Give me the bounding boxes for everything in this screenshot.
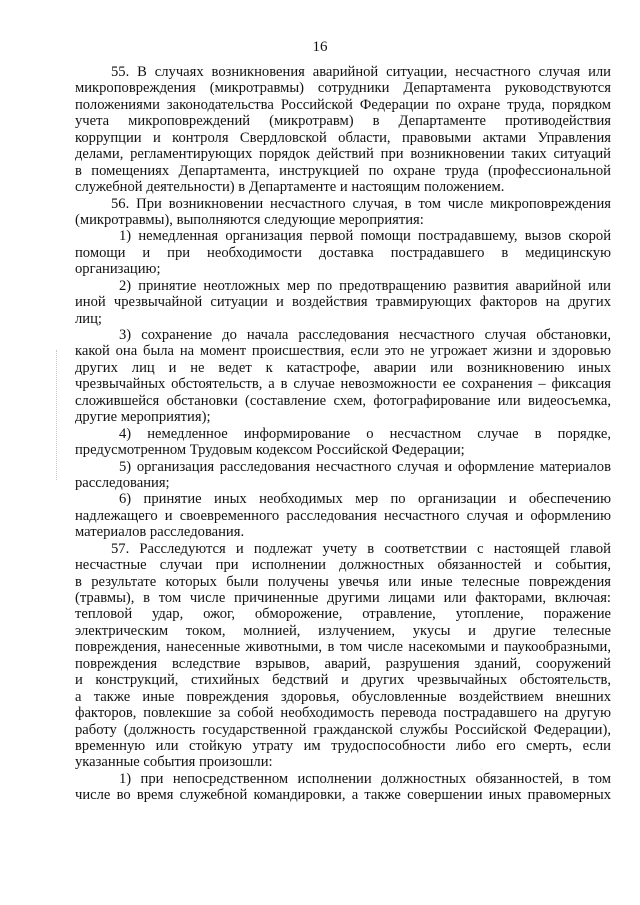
text-line: и конструкций, стихийных бедствий и других чрезвычайных обстоятельств, [75,672,611,689]
text-line: в помещениях Департамента, инструкцией по охране труда (профессиональной [75,162,611,179]
text-line: в результате которых были получены увечья или иные телесные повреждения [75,573,611,590]
text-line: микроповреждения (микротравмы) сотрудники Департамента руководствуются [75,80,611,97]
text-line: 4) немедленное информирование о несчастном случае в порядке, [119,425,611,442]
text-line: надлежащего и своевременного расследования несчастного случая и оформлению [75,507,611,524]
text-line: чрезвычайных обстоятельств, а в случае невозможности ее сохранения – фиксация [75,376,611,393]
text-line: электрическим током, молнией, излучением, укусы и другие телесные [75,622,611,639]
text-line: материалов расследования. [75,524,245,541]
text-line: других лиц и не ведет к катастрофе, аварии или возникновению иных [75,359,611,376]
text-line: лиц; [75,310,102,327]
text-line: работу (должность государственной гражданской службы Российской Федерации), [75,721,611,738]
text-line: другие мероприятия); [75,409,211,426]
page-number: 16 [312,39,328,55]
text-line: 56. При возникновении несчастного случая, в том числе микроповреждения [111,195,611,212]
text-line: (микротравмы), выполняются следующие мероприятия: [75,211,424,228]
text-line: временную или стойкую утрату им трудоспособности либо его смерть, если [75,737,611,754]
text-line: 3) сохранение до начала расследования несчастного случая обстановки, [119,327,611,343]
text-line: тепловой удар, ожог, обморожение, отравление, утопление, поражение [75,606,611,623]
text-line: факторов, повлекшие за собой необходимость перевода пострадавшего на другую [75,705,611,722]
text-line: (травмы), в том числе причиненные другими лицами или факторами, включая: [75,590,611,606]
text-line: коррупции и контроля Свердловской области, правовыми актами Управления [75,129,611,146]
text-line: какой она была на момент происшествия, если это не угрожает жизни и здоровью [75,343,611,360]
text-line: организацию; [75,261,161,278]
document-body [75,64,611,804]
text-line: делами, регламентирующих порядок действий при возникновении таких ситуаций [75,146,611,163]
text-line: учета микроповреждений (микротравм) в Департаменте противодействия [75,113,611,130]
text-line: 6) принятие иных необходимых мер по организации и обеспечению [119,491,611,508]
text-line: 2) принятие неотложных мер по предотвращению развития аварийной или [119,277,611,294]
text-line: 57. Расследуются и подлежат учету в соответствии с настоящей главой [111,540,611,557]
text-line: несчастные случаи при исполнении должностных обязанностей и события, [75,557,611,574]
text-line: помощи и при необходимости доставка пострадавшего в медицинскую [75,244,611,261]
text-line: расследования; [75,474,170,491]
text-line: сложившейся обстановки (составление схем, фотографирование или видеосъемка, [75,392,611,409]
text-line: предусмотренном Трудовым кодексом Российской Федерации; [75,442,465,459]
text-line: 1) немедленная организация первой помощи пострадавшему, вызов скорой [119,228,611,245]
text-line: числе во время служебной командировки, а также совершении иных правомерных [75,787,611,804]
text-line: указанные события произошли: [75,754,273,771]
text-line: 1) при непосредственном исполнении должностных обязанностей, в том [119,770,611,787]
scan-margin-mark [56,350,58,480]
text-line: иной чрезвычайной ситуации и воздействия травмирующих факторов на других [75,294,611,311]
text-line: повреждения, нанесенные животными, в том числе насекомыми и паукообразными, [75,639,611,656]
text-line: а также иные повреждения здоровья, обусловленные воздействием внешних [75,688,611,705]
text-line: служебной деятельности) в Департаменте и настоящим положением. [75,179,505,196]
text-line: повреждения вследствие взрывов, аварий, разрушения зданий, сооружений [75,655,611,672]
text-line: 5) организация расследования несчастного случая и оформление материалов [119,458,611,475]
text-line: положениями законодательства Российской Федерации по охране труда, порядком [75,96,611,113]
text-line: 55. В случаях возникновения аварийной ситуации, несчастного случая или [111,64,611,80]
